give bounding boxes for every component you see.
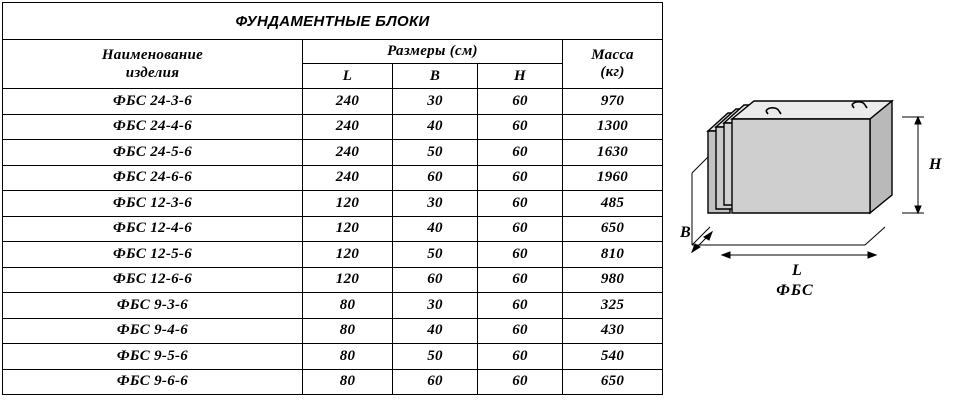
cell-mass: 980: [563, 267, 663, 293]
cell-width: 50: [393, 344, 478, 370]
cell-mass: 325: [563, 293, 663, 319]
table-row: [3, 293, 663, 319]
cell-mass: 540: [563, 344, 663, 370]
cell-length: 120: [303, 267, 393, 293]
dim-h-label: H: [929, 156, 942, 173]
table-row: [3, 89, 663, 115]
cell-mass: 430: [563, 318, 663, 344]
cell-height: 60: [478, 344, 563, 370]
cell-height: 60: [478, 114, 563, 140]
cell-name: ФБС 24-4-6: [3, 114, 303, 140]
cell-length: 120: [303, 242, 393, 268]
illustration-caption: ФБС: [776, 282, 814, 299]
cell-width: 50: [393, 140, 478, 166]
cell-name: ФБС 9-5-6: [3, 344, 303, 370]
cell-length: 240: [303, 114, 393, 140]
table-title-row: [3, 3, 663, 40]
cell-length: 240: [303, 165, 393, 191]
cell-length: 80: [303, 369, 393, 395]
cell-mass: 970: [563, 89, 663, 115]
cell-name: ФБС 24-3-6: [3, 89, 303, 115]
cell-mass: 485: [563, 191, 663, 217]
table-row: [3, 165, 663, 191]
cell-mass: 1960: [563, 165, 663, 191]
cell-name: ФБС 12-5-6: [3, 242, 303, 268]
table-row: [3, 369, 663, 395]
cell-name: ФБС 9-3-6: [3, 293, 303, 319]
cell-height: 60: [478, 318, 563, 344]
cell-length: 240: [303, 89, 393, 115]
cell-name: ФБС 12-3-6: [3, 191, 303, 217]
cell-name: ФБС 12-4-6: [3, 216, 303, 242]
dim-b-label: B: [680, 224, 691, 241]
cell-name: ФБС 24-6-6: [3, 165, 303, 191]
column-header-b: B: [393, 64, 478, 89]
column-header-mass: [563, 40, 663, 89]
column-header-name-line1: Наименование: [101, 47, 204, 63]
table-row: [3, 318, 663, 344]
column-header-l: L: [303, 64, 393, 89]
cell-name: ФБС 12-6-6: [3, 267, 303, 293]
cell-length: 80: [303, 318, 393, 344]
cell-mass: 1630: [563, 140, 663, 166]
table-row: [3, 140, 663, 166]
cell-height: 60: [478, 216, 563, 242]
cell-length: 120: [303, 216, 393, 242]
cell-name: ФБС 9-4-6: [3, 318, 303, 344]
table-row: [3, 267, 663, 293]
cell-width: 50: [393, 242, 478, 268]
cell-mass: 650: [563, 369, 663, 395]
dim-l-label: L: [792, 262, 802, 279]
cell-mass: 1300: [563, 114, 663, 140]
table-row: [3, 114, 663, 140]
cell-width: 60: [393, 267, 478, 293]
cell-height: 60: [478, 242, 563, 268]
cell-mass: 810: [563, 242, 663, 268]
cell-height: 60: [478, 293, 563, 319]
cell-length: 80: [303, 293, 393, 319]
column-header-h: H: [478, 64, 563, 89]
cell-width: 30: [393, 191, 478, 217]
cell-length: 80: [303, 344, 393, 370]
cell-length: 240: [303, 140, 393, 166]
cell-height: 60: [478, 140, 563, 166]
column-header-mass-line2: (кг): [600, 64, 625, 80]
cell-width: 60: [393, 165, 478, 191]
spec-table-wrapper: [2, 2, 662, 412]
cell-height: 60: [478, 165, 563, 191]
cell-height: 60: [478, 267, 563, 293]
table-row: [3, 242, 663, 268]
table-row: [3, 344, 663, 370]
cell-width: 30: [393, 89, 478, 115]
column-header-name-line2: изделия: [125, 65, 180, 81]
cell-length: 120: [303, 191, 393, 217]
cell-width: 40: [393, 318, 478, 344]
table-header-row-1: [3, 40, 663, 64]
column-header-mass-line1: Масса: [591, 47, 634, 63]
cell-height: 60: [478, 369, 563, 395]
table-row: [3, 191, 663, 217]
cell-mass: 650: [563, 216, 663, 242]
cell-name: ФБС 9-6-6: [3, 369, 303, 395]
column-header-dimensions: Размеры (см): [303, 40, 563, 64]
spec-table: [2, 2, 663, 395]
cell-width: 40: [393, 114, 478, 140]
column-header-name: [3, 40, 303, 89]
cell-width: 30: [393, 293, 478, 319]
table-row: [3, 216, 663, 242]
cell-height: 60: [478, 191, 563, 217]
cell-height: 60: [478, 89, 563, 115]
cell-width: 40: [393, 216, 478, 242]
page-title: ФУНДАМЕНТНЫЕ БЛОКИ: [3, 3, 663, 40]
cell-name: ФБС 24-5-6: [3, 140, 303, 166]
cell-width: 60: [393, 369, 478, 395]
